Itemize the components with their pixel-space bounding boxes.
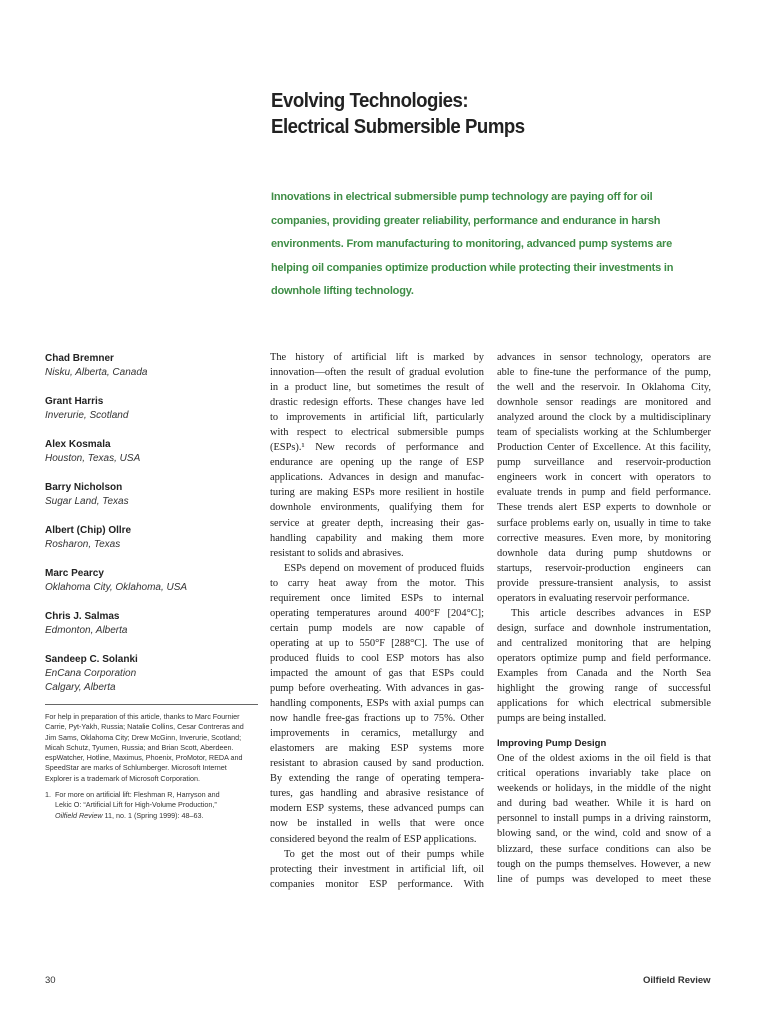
body-line: operating at up to 550°F [288°C]. The use of	[270, 637, 484, 649]
body-line: to carry heat away from the motor. This	[270, 577, 484, 589]
body-line: downhole sensor readings are monitored and	[497, 397, 711, 409]
author-name: Grant Harris	[45, 396, 104, 407]
ack-line: Explorer is a trademark of Microsoft Corporation.	[45, 773, 200, 783]
body-line: Production Center of Excellence. At this facility,	[497, 442, 711, 454]
author-entry	[45, 351, 260, 394]
intro-line: environments. From manufacturing to monitoring, advanced pump systems are	[271, 238, 673, 251]
body-line: line of pumps was developed to meet these	[497, 873, 711, 885]
ack-line: SpeedStar are marks of Schlumberger. Microsoft Internet	[45, 763, 227, 773]
body-line: resistant to solids and abrasives.	[270, 547, 404, 559]
acknowledgments	[45, 712, 260, 784]
body-line: operating temperatures around 400°F [204°C];	[270, 607, 484, 619]
author-name: Albert (Chip) Ollre	[45, 525, 132, 536]
author-location: Oklahoma City, Oklahoma, USA	[45, 582, 188, 593]
body-line: The history of artificial lift is marked by	[270, 352, 484, 363]
author-name: Marc Pearcy	[45, 568, 104, 579]
body-line: and centralized monitoring that are helping	[497, 637, 711, 649]
body-line: handling components, ESPs with axial pumps can	[270, 698, 484, 710]
title-line-2: Electrical Submersible Pumps	[271, 116, 525, 138]
body-line: evaluate trends in pump and field performance.	[497, 487, 711, 499]
body-line: advances in sensor technology, operators are	[497, 352, 711, 363]
footnote-text: Lekic O: “Artificial Lift for High-Volume Production,”	[55, 800, 217, 810]
body-line: modern ESP systems, these advanced pumps can	[270, 803, 484, 815]
body-line: These trends alert ESP experts to downhole or	[497, 502, 711, 514]
author-entry	[45, 394, 260, 437]
body-line: engineers work in concert with operators to	[497, 472, 711, 484]
intro-line: helping oil companies optimize production while protecting their investments in	[271, 261, 674, 274]
author-location: Calgary, Alberta	[45, 682, 116, 693]
sidebar-divider	[45, 704, 258, 705]
body-line: companies monitor ESP performance. With	[270, 878, 484, 890]
author-entry	[45, 437, 260, 480]
body-line: design, surface and downhole instrumentation,	[497, 622, 711, 634]
author-location: Rosharon, Texas	[45, 539, 121, 550]
body-line: critical operations invariably take place on	[497, 768, 711, 780]
footnote-number: 1.	[45, 790, 51, 799]
author-affiliation: EnCana Corporation	[45, 668, 137, 679]
ack-line: Jim Sams, Oklahoma City; Drew McGinn, Inverurie, Scotland;	[45, 732, 242, 742]
body-line: now handle free-gas fractions up to 75%. Other	[270, 713, 484, 725]
ack-line: For help in preparation of this article, thanks to Marc Fournier	[45, 712, 240, 721]
body-line: able to fine-tune the performance of the pump,	[497, 367, 711, 379]
body-line: surface problems early on, usually in time to take	[497, 517, 711, 529]
page-number: 30	[45, 975, 56, 986]
footnote	[45, 790, 260, 821]
title-line-1: Evolving Technologies:	[271, 90, 469, 112]
body-line: impacted the amount of gas that ESPs could	[270, 667, 484, 679]
body-line: with respect to electrical submersible pumps	[270, 427, 484, 439]
body-line: and during bad weather. While it is hard on	[497, 798, 711, 810]
body-line: One of the oldest axioms in the oil field is that	[497, 753, 711, 765]
body-line: blizzard, these surface conditions can also be	[497, 843, 711, 855]
author-location: Nisku, Alberta, Canada	[45, 367, 148, 378]
body-column-1	[270, 350, 484, 892]
body-line: drastic redesign efforts. These changes have led	[270, 397, 484, 409]
body-line: weekends or holidays, in the middle of the night	[497, 783, 711, 795]
body-line: in a product line, but sometimes the result of	[270, 382, 484, 394]
body-line: to improvements in artificial lift, particularly	[270, 412, 484, 424]
author-name: Alex Kosmala	[45, 439, 111, 450]
footnote-text: For more on artificial lift: Fleshman R, Harryson and	[55, 790, 220, 799]
body-line: handling capability and making them more	[270, 532, 484, 544]
author-name: Sandeep C. Solanki	[45, 654, 138, 665]
body-line: applications. Advances in design and manufac-	[270, 472, 484, 484]
author-name: Barry Nicholson	[45, 482, 123, 493]
body-line: tures, gas handling and abrasive resistance of	[270, 788, 484, 800]
body-line: corrective measures. Even more, by monitoring	[497, 532, 711, 544]
author-list	[45, 351, 260, 709]
body-line: downhole environments, qualifying them for	[270, 502, 484, 514]
intro-line: Innovations in electrical submersible pump technology are paying off for oil	[271, 191, 653, 203]
body-line: provide pressure-transient analysis, to assist	[497, 577, 711, 589]
ack-line: Carrie, Pyt-Yakh, Russia; Natalie Collins, Cesar Contreras and	[45, 722, 244, 732]
body-line: applications for which electrical submersible	[497, 698, 711, 710]
body-line: analyzed around the clock by a multidisciplinary	[497, 412, 711, 424]
body-line: This article describes advances in ESP	[511, 607, 711, 619]
journal-name: Oilfield Review	[643, 975, 711, 986]
footnote-text: 11, no. 1 (Spring 1999): 48–63.	[102, 810, 204, 820]
body-line: resistant to abrasion caused by sand production.	[270, 758, 484, 770]
body-line: tough on the pumps themselves. However, a new	[497, 858, 711, 870]
body-line: Examples from Canada and the North Sea	[497, 667, 711, 679]
author-entry	[45, 652, 260, 709]
body-column-2	[497, 350, 711, 887]
body-line: startups, reservoir-production engineers can	[497, 562, 711, 574]
body-line: now be installed in wells that were once	[270, 818, 484, 830]
body-line: highlight the growing range of successful	[497, 683, 711, 695]
body-line: requirement once limited ESPs to internal	[270, 592, 484, 604]
author-name: Chad Bremner	[45, 353, 114, 364]
author-name: Chris J. Salmas	[45, 611, 120, 622]
author-entry	[45, 609, 260, 652]
body-line: produced fluids to cool ESP motors has also	[270, 652, 484, 664]
article-intro	[271, 186, 715, 304]
body-line: To get the most out of their pumps while	[284, 848, 484, 860]
ack-line: Micah Schutz, Tyumen, Russia; and Brian Scott, Aberdeen.	[45, 742, 234, 752]
ack-line: espWatcher, Hotline, Maximus, Phoenix, ProMotor, REDA and	[45, 753, 243, 763]
body-line: certain pump models are now capable of	[270, 622, 484, 634]
body-line: pumps are being installed.	[497, 713, 607, 725]
author-entry	[45, 480, 260, 523]
body-line: blowing sand, or the wind, cold and snow of a	[497, 828, 711, 840]
author-entry	[45, 523, 260, 566]
body-line: endurance are opening up the range of ESP	[270, 457, 484, 469]
intro-line: downhole lifting technology.	[271, 285, 414, 298]
body-line: operators optimize pump and field performance.	[497, 652, 711, 664]
body-line: considered beyond the realm of ESP applications.	[270, 833, 477, 845]
body-line: innovation—often the result of gradual evolution	[270, 367, 484, 379]
footnote-journal: Oilfield Review	[55, 810, 103, 820]
body-line: personnel to install pumps in a driving rainstorm,	[497, 813, 711, 825]
author-location: Sugar Land, Texas	[45, 496, 129, 507]
section-heading: Improving Pump Design	[497, 738, 607, 750]
body-line: By extending the range of operating tempera-	[270, 773, 484, 785]
author-location: Edmonton, Alberta	[45, 625, 128, 636]
body-line: pump before overheating. With advances in gas-	[270, 683, 484, 695]
body-line: service at greater depth, increasing their gas-	[270, 517, 484, 529]
intro-line: companies, providing greater reliability, performance and endurance in harsh	[271, 214, 661, 227]
body-line: improvements in ceramics, metallurgy and	[270, 728, 484, 740]
author-location: Inverurie, Scotland	[45, 410, 129, 421]
body-line: turing are making ESPs more resilient in hostile	[270, 487, 484, 499]
body-line: downhole data during pump shutdowns or	[497, 547, 711, 559]
author-entry	[45, 566, 260, 609]
body-line: elastomers are making ESP systems more	[270, 743, 484, 755]
body-line: ESPs depend on movement of produced fluids	[284, 562, 484, 574]
body-line: protecting their investment in artificial lift, oil	[270, 863, 484, 875]
article-title	[271, 88, 680, 140]
body-line: pump surveillance and reservoir-production	[497, 457, 711, 469]
body-line: team of specialists working at the Schlumberger	[497, 427, 711, 439]
body-line: operators in evaluating reservoir performance.	[497, 592, 690, 604]
body-line: the well and the reservoir. In Oklahoma City,	[497, 382, 711, 394]
body-line: (ESPs).¹ New records of performance and	[270, 442, 484, 454]
author-location: Houston, Texas, USA	[45, 453, 141, 464]
